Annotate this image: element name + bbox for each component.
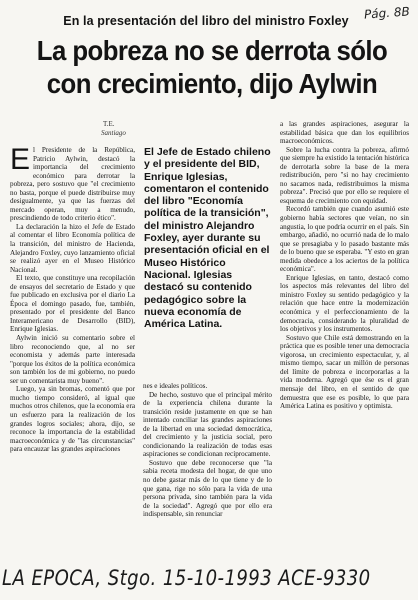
- paragraph: Sobre la lucha contra la pobreza, afirmó que siempre ha existido la tentación histórica de derrotarla sobre la base de la mera redistribución, pero "si no hay crecimiento no sacamos nada, redistribuimos la misma pobreza". Precisó que por ello se requiere el esquema de crecimiento con equidad.: [280, 145, 409, 205]
- column-3: [280, 120, 409, 411]
- paragraph: La declaración la hizo el Jefe de Estado al comentar el libro Economía política de la transición, del ministro de Hacienda, Alejandro Foxley, cuyo lanzamiento oficial se realizó ayer en el Museo Histórico Nacional.: [10, 222, 135, 274]
- paragraph: De hecho, sostuvo que el principal mérito de la experiencia chilena durante la transición reside justamente en que se han intentado conciliar las grandes aspiraciones de la libertad en una sociedad democrática, del crecimiento y la justicia social, pero condicionando la realización de todas esas aspiraciones se condicionan recíprocamente.: [143, 390, 272, 459]
- paragraph: Recordó también que cuando asumió este gobierno había sectores que veían, no sin angustia, lo que podría ocurrir en el país. Sin embargo, añadió, no ocurrió nada de lo malo que se presagiaba y lo pasado bastante más de lo bueno que se esperaba. "Y esto en gran medida obedece a los aciertos de la política económica".: [280, 205, 409, 274]
- dropcap: E: [10, 143, 31, 176]
- kicker: En la presentación del libro del ministro Foxley: [63, 14, 349, 28]
- lead-paragraph: El Jefe de Estado chileno y el presidente del BID, Enrique Iglesias, comentaron el contenido del libro "Economía política de la transición", del ministro Alejandro Foxley, ayer durante su presentación oficial en el Museo Histórico Nacional. Iglesias destacó su contenido pedagógico sobre la nueva economía de América Latina.: [144, 146, 271, 331]
- page-handmark: Pág. 8B: [363, 4, 411, 22]
- column-1: [10, 143, 135, 454]
- byline-agency: T.E.: [103, 120, 115, 128]
- paragraph: nes e ideales políticos.: [143, 382, 208, 390]
- paragraph: Sostuvo que Chile está demostrando en la práctica que es posible tener una democracia vigorosa, un crecimiento espectacular, y, al mismo tiempo, sacar un millón de personas del límite de pobreza e incorporarlas a la vida moderna. Agregó que ése es el gran mensaje del libro, en el sentido de que demuestra que ese es posible, lo que para América Latina es positivo y optimista.: [280, 333, 409, 411]
- paragraph: l Presidente de la República, Patricio Aylwin, destacó la importancia del crecimiento económico para derrotar la pobreza, pero sostuvo que "el crecimiento no basta, porque el puede distribuirse muy desigualmente, ya que las fuerzas del mercado operan, muy a menudo, prescindiendo de todo criterio ético".: [10, 146, 135, 223]
- paragraph: a las grandes aspiraciones, asegurar la estabilidad básica que dan los equilibrios macroeconómicos.: [280, 120, 409, 146]
- handwritten-source-note: LA EPOCA, Stgo. 15-10-1993 ACE-9330: [2, 566, 371, 590]
- column-2: [143, 382, 272, 519]
- paragraph: El texto, que constituye una recopilación de ensayos del secretario de Estado y que fue publicado en exclusiva por el diario La Época el domingo pasado, fue, también, presentado por el presidente del Banco Interamericano de Desarrollo (BID), Enrique Iglesias.: [10, 274, 135, 334]
- paragraph: Luego, ya sin bromas, comentó que por mucho tiempo consideró, al igual que muchos otros chilenos, que la economía era un esfuerzo para la realización de los grandes logros sociales; ahora, dijo, se reconoce la importancia de la estabilidad macroeconómica y de "las circunstancias" para encauzar las grandes aspiraciones: [10, 385, 135, 454]
- paragraph: Sostuvo que debe reconocerse que "la sabia receta modesta del hogar, de que uno no debe gastar más de lo que tiene y de lo que gana, rige no sólo para la vida de una persona privada, sino también para la vida de la sociedad". Agregó que por ello era indispensable, sin renunciar: [143, 458, 272, 519]
- headline: La pobreza no se derrota sólo con crecimiento, dijo Aylwin: [36, 35, 388, 99]
- byline-city: Santiago: [101, 129, 126, 137]
- paragraph: Aylwin inició su comentario sobre el libro reconociendo que, al no ser economista y además parte interesada "porque los éxitos de la política económica son también los de mi gobierno, no puedo ser un comentarista muy bueno".: [10, 334, 135, 385]
- paragraph: Enrique Iglesias, en tanto, destacó como los aspectos más relevantes del libro del ministro Foxley su sentido pedagógico y la relación que hace entre la modernización económica y el perfeccionamiento de la democracia, considerando la pluralidad de los objetivos y los instrumentos.: [280, 273, 409, 334]
